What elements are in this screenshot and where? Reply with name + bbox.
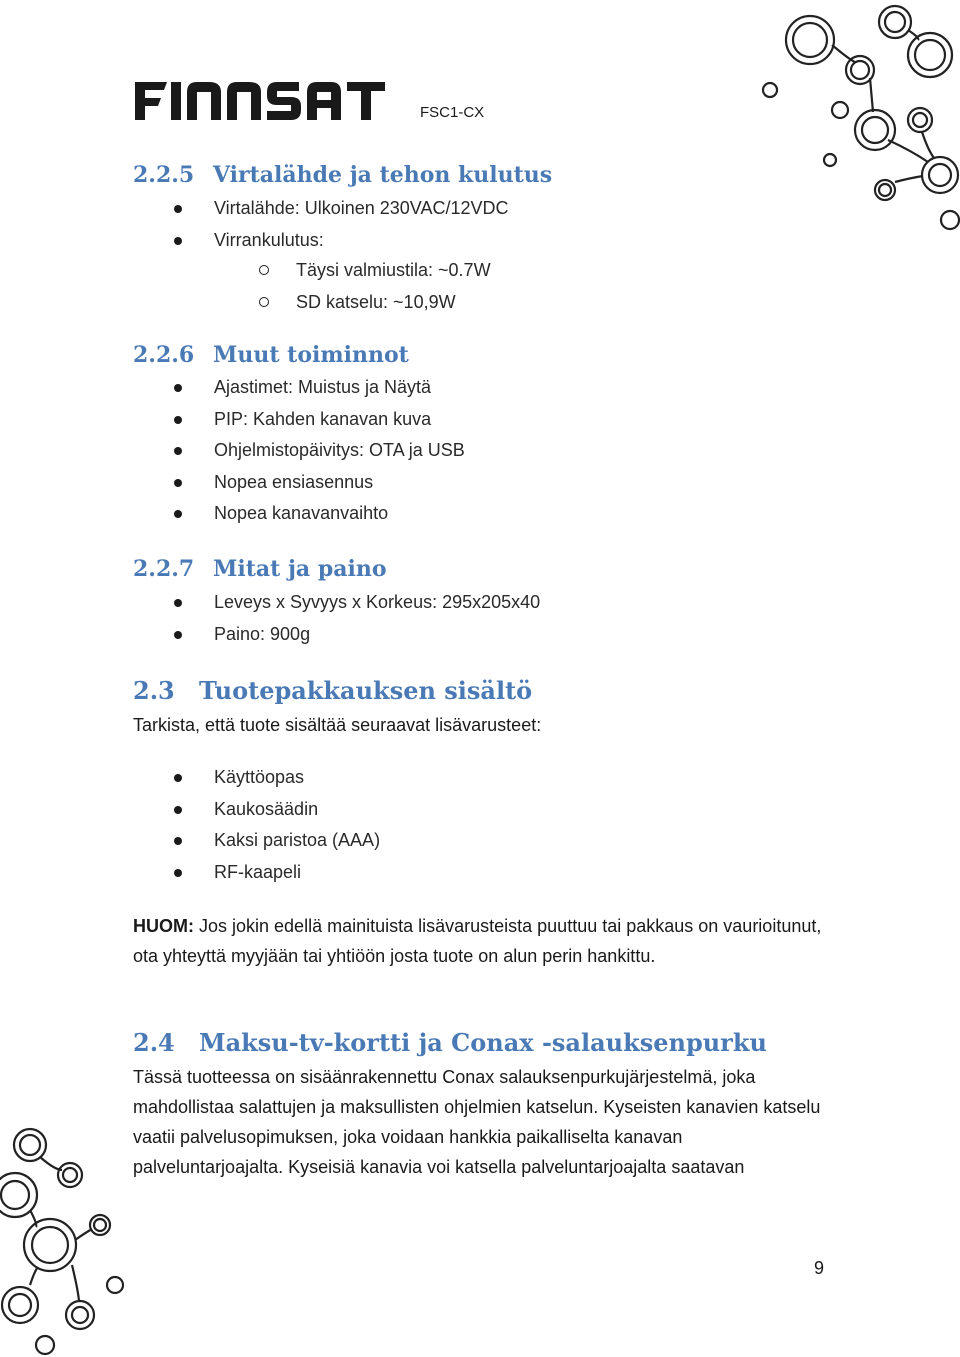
- note-text: Jos jokin edellä mainituista lisävarusteista puuttuu tai pakkaus on vaurioitunut, ota yhteyttä myyjään tai yhtiöön josta tuote on alun perin hankittu.: [133, 916, 822, 966]
- finnsat-logo: [135, 78, 407, 122]
- section-heading-226: [133, 342, 409, 368]
- section-number: 2.2.7: [133, 556, 195, 582]
- bullet-icon: [174, 447, 182, 455]
- section-number: 2.3: [133, 676, 175, 705]
- note-paragraph: [133, 911, 833, 971]
- bullet-icon: [174, 237, 182, 245]
- bullet-icon: [174, 631, 182, 639]
- bullet-icon: [174, 384, 182, 392]
- bubble-decoration: [660, 0, 960, 240]
- bubble-decoration-bottom: [0, 1115, 140, 1357]
- bullet-icon: [174, 774, 182, 782]
- bullet-icon: [174, 416, 182, 424]
- bullet-icon: [174, 479, 182, 487]
- section-heading-225: [133, 162, 552, 188]
- circle-bullet-icon: [259, 265, 269, 275]
- section-title: Tuotepakkauksen sisältö: [199, 676, 533, 705]
- section-title: Maksu-tv-kortti ja Conax -salauksenpurku: [199, 1028, 767, 1057]
- section-heading-23: [133, 676, 532, 705]
- bullet-icon: [174, 205, 182, 213]
- section-number: 2.2.6: [133, 342, 195, 368]
- circle-bullet-icon: [259, 297, 269, 307]
- bullet-icon: [174, 806, 182, 814]
- bullet-icon: [174, 869, 182, 877]
- page-number: 9: [814, 1258, 825, 1278]
- bullet-icon: [174, 510, 182, 518]
- bullet-icon: [174, 599, 182, 607]
- section-title: Virtalähde ja tehon kulutus: [213, 162, 553, 188]
- section-title: Mitat ja paino: [213, 556, 387, 582]
- note-label: HUOM:: [133, 916, 194, 936]
- body-paragraph: Tässä tuotteessa on sisäänrakennettu Conax salauksenpurkujärjestelmä, joka mahdollistaa salattujen ja maksullisten ohjelmien katselun. Kyseisten kanavien katselu vaatii palvelusopimuksen, joka voidaan hankkia paikalliselta kanavan palveluntarjoajalta. Kyseisiä kanavia voi katsella palveluntarjoajalta saatavan: [133, 1067, 821, 1177]
- intro-text: Tarkista, että tuote sisältää seuraavat lisävarusteet:: [133, 715, 542, 735]
- section-number: 2.4: [133, 1028, 175, 1057]
- bullet-icon: [174, 837, 182, 845]
- section-heading-24: [133, 1028, 767, 1057]
- model-label: FSC1-CX: [420, 104, 485, 121]
- section-title: Muut toiminnot: [213, 342, 409, 368]
- section-number: 2.2.5: [133, 162, 195, 188]
- section-heading-227: [133, 556, 387, 582]
